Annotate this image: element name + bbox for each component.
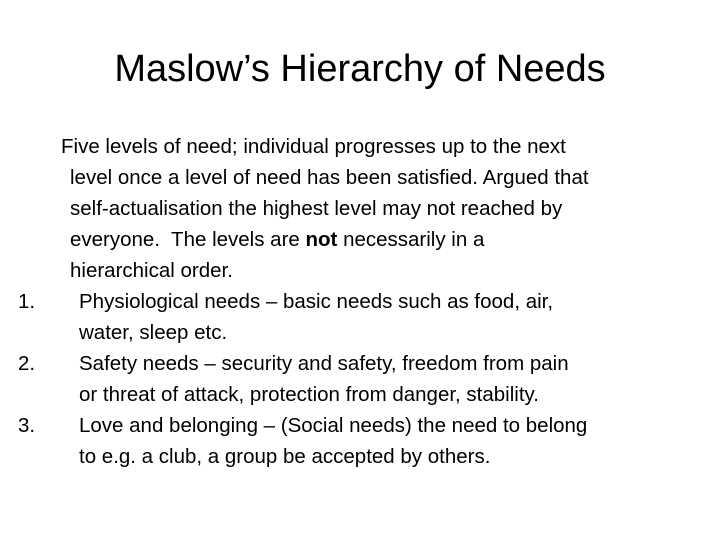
intro-line-2: level once a level of need has been satisfied. Argued that — [70, 166, 589, 189]
intro-line-4 — [70, 225, 484, 256]
intro-line-4-post: necessarily in a — [337, 228, 485, 251]
list-item-2-number: 2. — [18, 352, 36, 375]
list-item-2-line-2: or threat of attack, protection from danger, stability. — [79, 383, 539, 406]
list-item-2-line-1: Safety needs – security and safety, freedom from pain — [79, 352, 569, 375]
intro-line-3: self-actualisation the highest level may not reached by — [70, 197, 563, 220]
list-item-1-line-2: water, sleep etc. — [79, 321, 228, 344]
list-item-1-line-1: Physiological needs – basic needs such as food, air, — [79, 290, 554, 313]
intro-emphasis-not: not — [305, 228, 338, 251]
list-item-3-line-1: Love and belonging – (Social needs) the need to belong — [79, 414, 588, 437]
slide-title: Maslow’s Hierarchy of Needs — [114, 48, 606, 90]
list-item-3-number: 3. — [18, 414, 36, 437]
list-item-1-number: 1. — [18, 290, 36, 313]
intro-line-4-pre: everyone. The levels are — [70, 228, 306, 251]
intro-line-1: Five levels of need; individual progresses up to the next — [61, 135, 566, 158]
intro-line-5: hierarchical order. — [70, 259, 233, 282]
list-item-3-line-2: to e.g. a club, a group be accepted by others. — [79, 445, 491, 468]
